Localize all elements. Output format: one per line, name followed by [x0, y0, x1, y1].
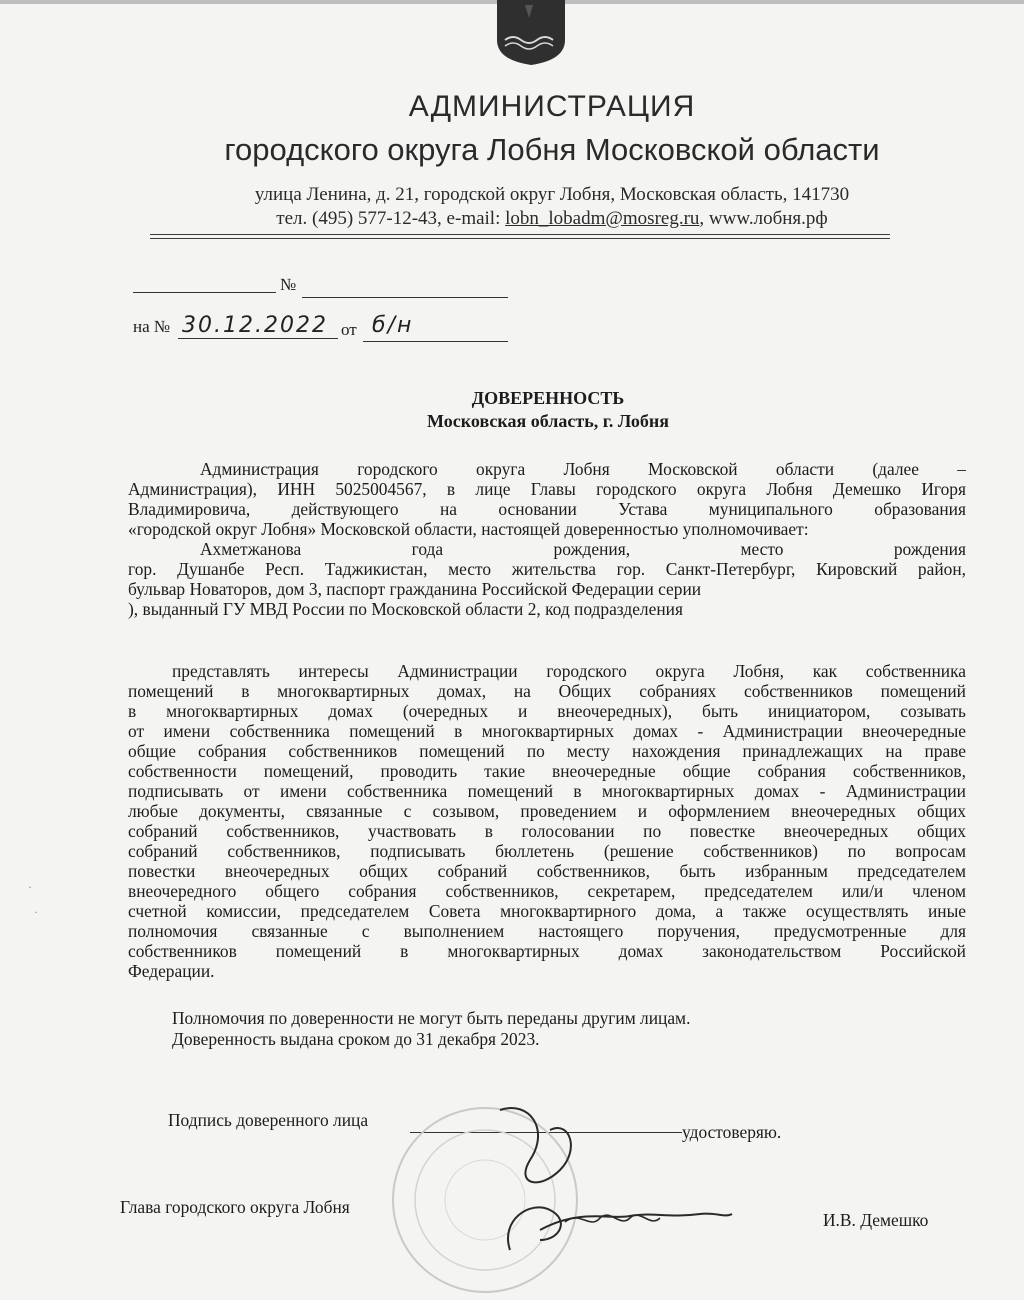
reg-date-blank — [133, 292, 276, 293]
body-line: ), выданный ГУ МВД России по Московской области 2, код подразделения — [128, 599, 683, 619]
coat-of-arms-icon — [495, 0, 567, 66]
body-line: собственников помещений в многоквартирных домах законодательством Российской — [128, 941, 966, 961]
address-line: улица Ленина, д. 21, городской округ Лобня, Московская область, 141730 — [254, 184, 850, 205]
ref-date-line — [178, 338, 338, 339]
certify-text: удостоверяю. — [682, 1122, 782, 1142]
body-line: представлять интересы Администрации городского округа Лобня, как собственника — [172, 661, 966, 681]
org-title-line2: городского округа Лобня Московской области — [224, 132, 880, 167]
reg-number-blank — [302, 297, 508, 298]
body-line: собственности помещений, проводить такие внеочередные общие собрания собственников, — [128, 761, 966, 781]
body-line: в многоквартирных домах (очередных и внеочередных), быть инициатором, созывать — [128, 701, 966, 721]
body-line: собраний собственников, подписывать бюллетень (решение собственников) по вопросам — [128, 841, 966, 861]
body-line: любые документы, связанные с созывом, проведением и оформлением внеочередных общих — [128, 801, 966, 821]
body-line: общие собрания собственников помещений по месту нахождения принадлежащих на праве — [128, 741, 966, 761]
body-line: «городской округ Лобня» Московской области, настоящей доверенностью уполномочивает: — [128, 519, 809, 539]
contacts-prefix: тел. (495) 577-12-43, e-mail: — [276, 208, 501, 229]
body-line: гор. Душанбе Респ. Таджикистан, место жительства гор. Санкт-Петербург, Кировский район, — [128, 559, 966, 579]
body-line: Полномочия по доверенности не могут быть переданы другим лицам. — [172, 1008, 691, 1028]
document-heading: ДОВЕРЕННОСТЬ — [471, 388, 625, 408]
header-rule-top — [150, 234, 890, 235]
body-line: Ахметжанова года рождения, место рождения — [200, 539, 966, 559]
head-title: Глава городского округа Лобня — [120, 1197, 350, 1217]
body-line: полномочия связанные с выполнением настоящего поручения, предусмотренные для — [128, 921, 966, 941]
ref-number-handwritten: б/н — [372, 313, 414, 338]
scan-speck: · — [28, 880, 32, 894]
ref-number-line — [363, 341, 508, 342]
ref-prefix: на № — [133, 317, 171, 336]
body-line: счетной комиссии, председателем Совета многоквартирного дома, а также осуществлять иные — [128, 901, 966, 921]
org-title-line1: АДМИНИСТРАЦИЯ — [408, 90, 696, 123]
body-line: бульвар Новаторов, дом 3, паспорт гражданина Российской Федерации серии — [128, 579, 702, 599]
header-rule-bottom — [150, 238, 890, 239]
ref-date-handwritten: 30.12.2022 — [182, 313, 328, 338]
contacts-line — [0, 208, 1024, 230]
body-line: от имени собственника помещений в многоквартирных домах - Администрации внеочередные — [128, 721, 966, 741]
body-line: Администрация), ИНН 5025004567, в лице Главы городского округа Лобня Демешко Игоря — [128, 479, 966, 499]
body-line: повестки внеочередных общих собраний собственников, быть избранным председателем — [128, 861, 966, 881]
body-line: собраний собственников, участвовать в голосовании по повестке внеочередных общих — [128, 821, 966, 841]
ref-from: от — [341, 320, 357, 339]
body-line: внеочередного общего собрания собственников, секретарем, председателем или/и членом — [128, 881, 966, 901]
reg-number-sign: № — [280, 275, 297, 294]
body-line: Владимировича, действующего на основании Устава муниципального образования — [128, 499, 966, 519]
attorney-signature-label: Подпись доверенного лица — [168, 1110, 369, 1130]
handwritten-signature-icon — [470, 1090, 740, 1270]
head-name: И.В. Демешко — [823, 1210, 929, 1230]
document-place: Московская область, г. Лобня — [427, 411, 669, 431]
body-line: Администрация городского округа Лобня Московской области (далее – — [200, 459, 966, 479]
scan-speck: · — [34, 905, 38, 919]
contacts-suffix: , www.лобня.рф — [699, 208, 828, 229]
email-link[interactable]: lobn_lobadm@mosreg.ru — [505, 208, 700, 229]
body-line: подписывать от имени собственника помещений в многоквартирных домах - Администрации — [128, 781, 966, 801]
body-line: Доверенность выдана сроком до 31 декабря 2023. — [172, 1029, 540, 1049]
body-line: Федерации. — [128, 961, 215, 981]
body-line: помещений в многоквартирных домах, на Общих собраниях собственников помещений — [128, 681, 966, 701]
